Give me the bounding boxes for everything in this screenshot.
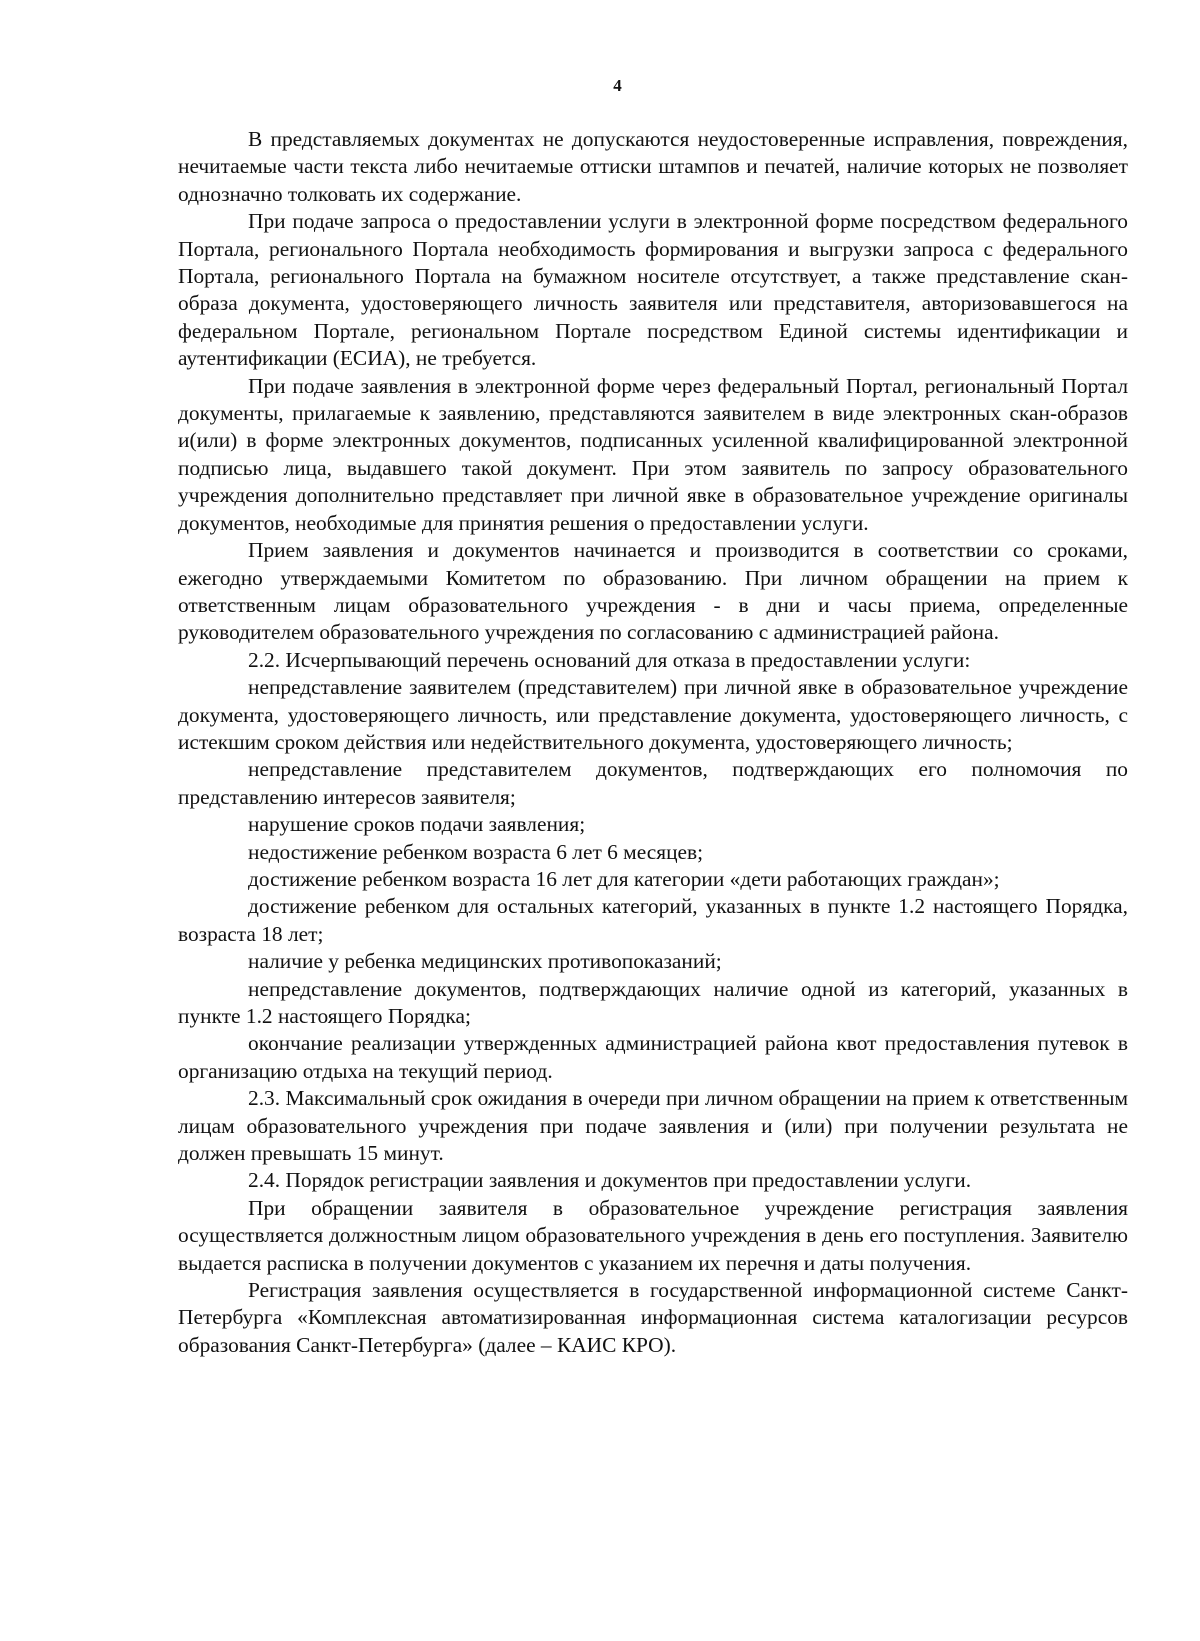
paragraph: При обращении заявителя в образовательное учреждение регистрация заявления осуществляется должностным лицом образовательного учреждения в день его поступления. Заявителю выдается расписка в получении документов с указанием их перечня и даты получения. <box>178 1195 1128 1275</box>
list-item: окончание реализации утвержденных администрацией района квот предоставления путевок в организацию отдыха на текущий период. <box>178 1031 1128 1083</box>
section-heading: 2.2. Исчерпывающий перечень оснований для отказа в предоставлении услуги: <box>248 647 971 672</box>
paragraph: В представляемых документах не допускаются неудостоверенные исправления, повреждения, нечитаемые части текста либо нечитаемые оттиски штампов и печатей, наличие которых не позволяет однозначно толковать их содержание. <box>178 127 1128 206</box>
paragraph: При подаче заявления в электронной форме через федеральный Портал, региональный Портал документы, прилагаемые к заявлению, представляются заявителем в виде электронных скан-образов и(или) в форме электронных документов, подписанных усиленной квалифицированной электронной подписью лица, выдавшего такой документ. При этом заявитель по запросу образовательного учреждения дополнительно представляет при личной явке в образовательное учреждение оригиналы документов, необходимые для принятия решения о предоставлении услуги. <box>178 373 1128 535</box>
list-item: недостижение ребенком возраста 6 лет 6 месяцев; <box>248 839 704 864</box>
paragraph: Регистрация заявления осуществляется в государственной информационной системе Санкт-Петербурга «Комплексная автоматизированная информационная система каталогизации ресурсов образования Санкт-Петербурга» (далее – КАИС КРО). <box>178 1278 1128 1357</box>
list-item: нарушение сроков подачи заявления; <box>248 812 586 837</box>
page-number: 4 <box>613 76 622 95</box>
paragraph: При подаче запроса о предоставлении услуги в электронной форме посредством федерального Портала, регионального Портала необходимость формирования и выгрузки запроса с федерального Портала, регионального Портала на бумажном носителе отсутствует, а также представление скан-образа документа, удостоверяющего личность заявителя или представителя, авторизовавшегося на федеральном Портале, региональном Портале посредством Единой системы идентификации и аутентификации (ЕСИА), не требуется. <box>178 209 1128 371</box>
list-item: непредставление документов, подтверждающих наличие одной из категорий, указанных в пункте 1.2 настоящего Порядка; <box>178 976 1128 1028</box>
list-item: достижение ребенком для остальных категорий, указанных в пункте 1.2 настоящего Порядка, возраста 18 лет; <box>178 894 1128 946</box>
paragraph: Прием заявления и документов начинается и производится в соответствии со сроками, ежегодно утверждаемыми Комитетом по образованию. При личном обращении на прием к ответственным лицам образовательного учреждения - в дни и часы приема, определенные руководителем образовательного учреждения по согласованию с администрацией района. <box>178 538 1128 645</box>
list-item: непредставление заявителем (представителем) при личной явке в образовательное учреждение документа, удостоверяющего личность, или представление документа, удостоверяющего личность, с истекшим сроком действия или недействительного документа, удостоверяющего личность; <box>178 675 1128 754</box>
list-item: непредставление представителем документов, подтверждающих его полномочия по представлению интересов заявителя; <box>178 757 1128 809</box>
list-item: достижение ребенком возраста 16 лет для категории «дети работающих граждан»; <box>248 866 1000 891</box>
document-body <box>178 126 1128 1359</box>
list-item: наличие у ребенка медицинских противопоказаний; <box>248 949 722 974</box>
section-heading: 2.4. Порядок регистрации заявления и документов при предоставлении услуги. <box>248 1168 972 1193</box>
section-paragraph: 2.3. Максимальный срок ожидания в очереди при личном обращении на прием к ответственным лицам образовательного учреждения при подаче заявления и (или) при получении результата не должен превышать 15 минут. <box>178 1086 1128 1166</box>
